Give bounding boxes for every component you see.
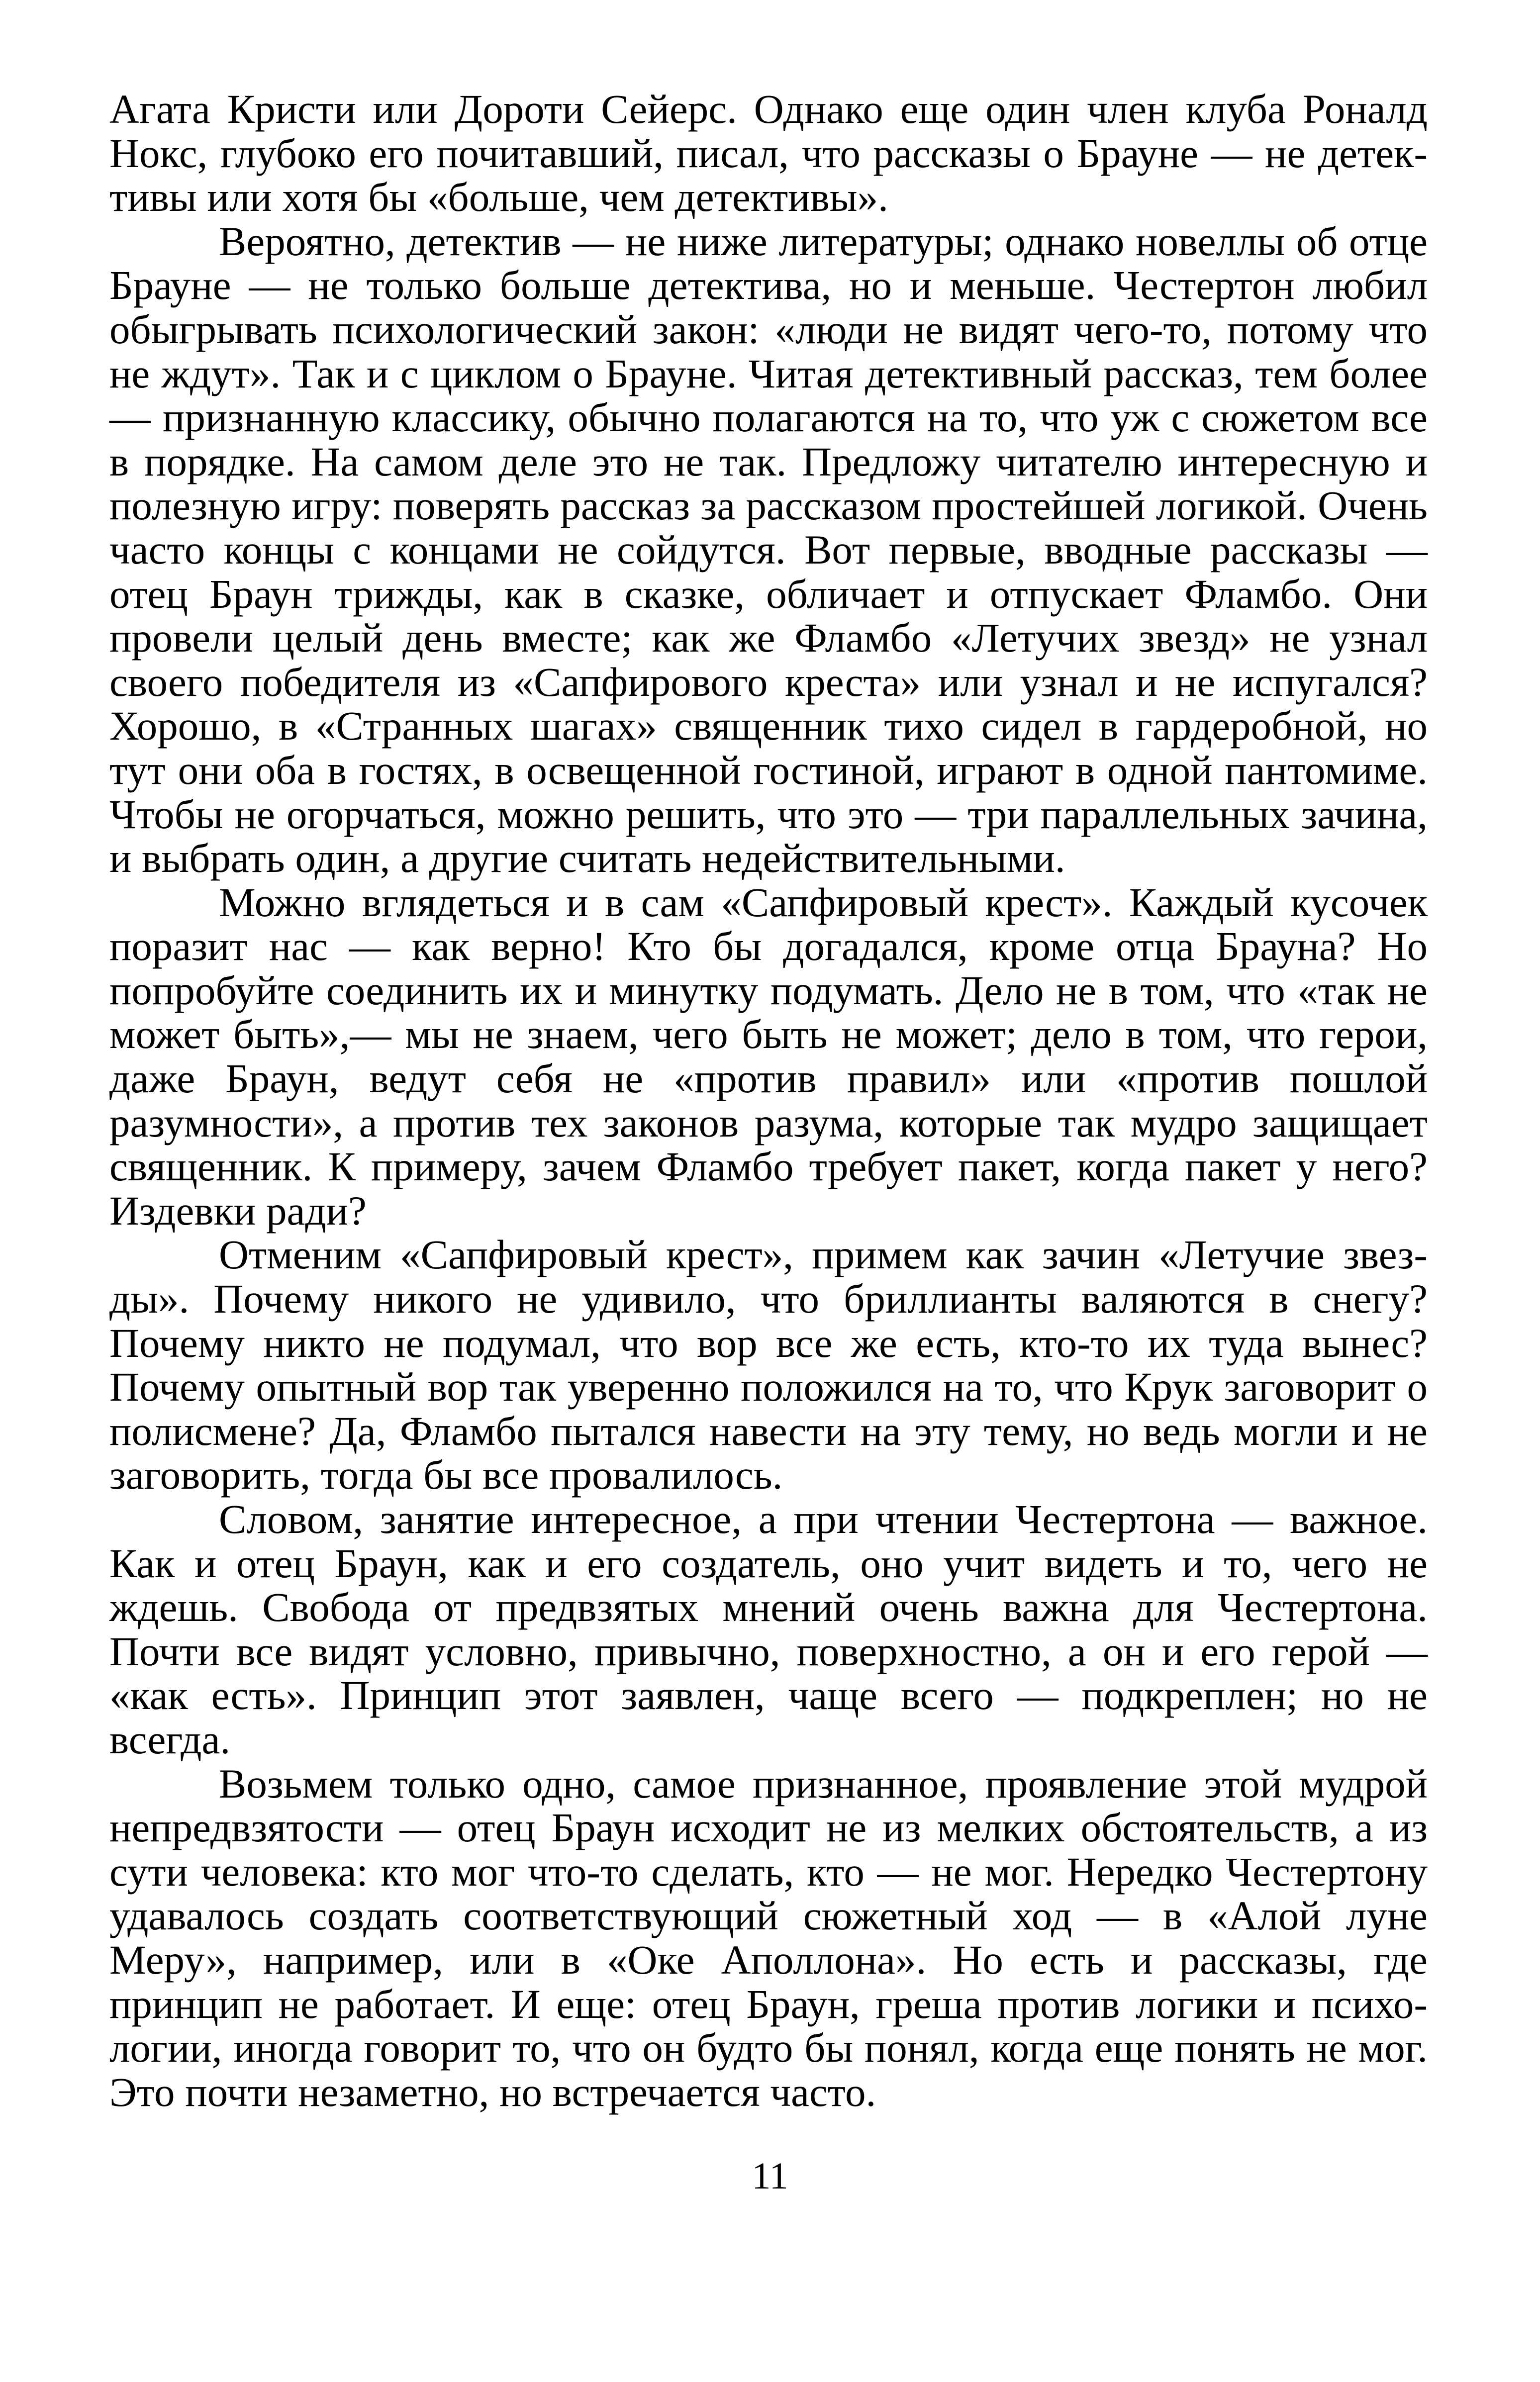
paragraph-2: Вероятно, детектив — не ниже литературы; однако новеллы об отце Брауне — не только больше детектива, но и меньше. Честертон любил обыгрывать психологический закон: «люди не видят чего-то, потому что не ждут». Так и с циклом о Брауне. Читая детективный рассказ, тем более — признанную классику, обычно полагаются на то, что уж с сюжетом все в порядке. На самом деле это не так. Предложу читателю интересную и полезную игру: поверять рассказ за рассказом простейшей логикой. Очень часто концы с концами не сойдутся. Вот первые, вводные рассказы — отец Браун трижды, как в сказке, обличает и отпускает Фламбо. Они провели целый день вместе; как же Фламбо «Летучих звезд» не узнал своего победителя из «Сапфирового креста» или узнал и не испугался? Хорошо, в «Странных шагах» священник тихо сидел в гардеробной, но тут они оба в гостях, в освещенной гостиной, играют в одной пантомиме. Чтобы не огорчаться, можно решить, что это — три параллельных зачина, и выбрать один, а другие считать недействительными.: [109, 218, 1428, 881]
paragraph-1: Агата Кристи или Дороти Сейерс. Однако еще один член клуба Роналд Нокс, глубоко его почитавший, писал, что рассказы о Брауне — не детективы или хотя бы «больше, чем детективы».: [109, 86, 1428, 220]
page-number: 11: [752, 2155, 788, 2197]
page-body: [109, 87, 1428, 2114]
paragraph-4: Отменим «Сапфировый крест», примем как зачин «Летучие звезды». Почему никого не удивило, что бриллианты валяются в снегу? Почему никто не подумал, что вор все же есть, кто-то их туда вынес? Почему опытный вор так уверенно положился на то, что Крук заговорит о полисмене? Да, Фламбо пытался навести на эту тему, но ведь могли и не заговорить, тогда бы все провалилось.: [109, 1232, 1428, 1498]
paragraph-3: Можно вглядеться и в сам «Сапфировый крест». Каждый кусочек поразит нас — как верно! Кто бы догадался, кроме отца Брауна? Но попробуйте соединить их и минутку подумать. Дело не в том, что «так не может быть»,— мы не знаем, чего быть не может; дело в том, что герои, даже Браун, ведут себя не «против правил» или «против пошлой разумности», а против тех законов разума, которые так мудро защищает священник. К примеру, зачем Фламбо требует пакет, когда пакет у него? Издевки ради?: [109, 879, 1428, 1234]
paragraph-6: Возьмем только одно, самое признанное, проявление этой мудрой непредвзятости — отец Браун исходит не из мелких обстоятельств, а из сути человека: кто мог что-то сделать, кто — не мог. Нередко Честертону удавалось создать соответствующий сюжетный ход — в «Алой луне Меру», например, или в «Оке Аполлона». Но есть и рассказы, где принцип не работает. И еще: отец Браун, греша против логики и психологии, иногда говорит то, что он будто бы понял, когда еще понять не мог. Это почти незаметно, но встречается часто.: [109, 1760, 1428, 2115]
paragraph-5: Словом, занятие интересное, а при чтении Честертона — важное. Как и отец Браун, как и его создатель, оно учит видеть и то, чего не ждешь. Свобода от предвзятых мнений очень важна для Честертона. Почти все видят условно, привычно, поверхностно, а он и его герой — «как есть». Принцип этот заявлен, чаще всего — подкреплен; но не всегда.: [109, 1496, 1428, 1762]
